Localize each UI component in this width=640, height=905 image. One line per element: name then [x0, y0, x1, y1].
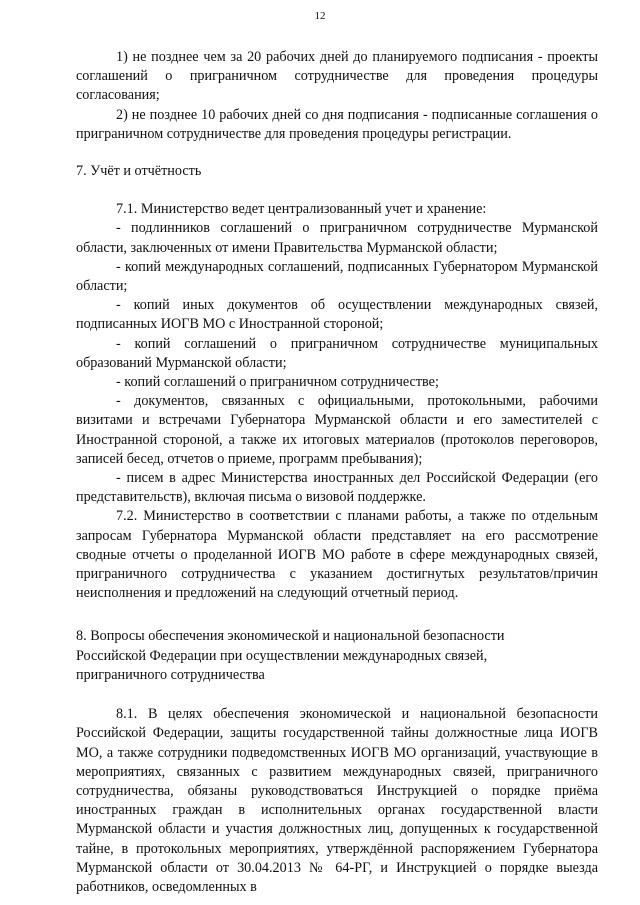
list-item-1: 1) не позднее чем за 20 рабочих дней до планируемого подписания - проекты соглашений о приграничном сотрудничестве для проведения процедуры согласования;	[76, 49, 598, 104]
page-number: 12	[314, 10, 326, 22]
section-7-heading: 7. Учёт и отчётность	[76, 163, 202, 180]
list-item-bullet-3: - копий иных документов об осуществлении международных связей, подписанных ИОГВ МО с Иностранной стороной;	[76, 297, 598, 333]
paragraph-7-2: 7.2. Министерство в соответствии с планами работы, а также по отдельным запросам Губернатора Мурманской области представляет на его рассмотрение сводные отчеты о проделанной ИОГВ МО работе в сфере международных связей, приграничного сотрудничества с указанием достигнутых результатов/причин неисполнения и предложений на следующий отчетный период.	[76, 508, 598, 602]
section-8-heading-line-3: приграничного сотрудничества	[76, 666, 265, 683]
section-8-heading-line-2: Российской Федерации при осуществлении международных связей,	[76, 647, 488, 664]
list-item-bullet-7: - писем в адрес Министерства иностранных дел Российской Федерации (его представительств), включая письма о визовой поддержке.	[76, 470, 598, 506]
list-item-2: 2) не позднее 10 рабочих дней со дня подписания - подписанные соглашения о приграничном сотрудничестве для проведения процедуры регистрации.	[76, 106, 598, 142]
paragraph-7-1-intro: 7.1. Министерство ведет централизованный учет и хранение:	[116, 201, 487, 218]
list-item-bullet-4: - копий соглашений о приграничном сотрудничестве муниципальных образований Мурманской области;	[76, 335, 598, 371]
list-item-bullet-1: - подлинников соглашений о приграничном сотрудничестве Мурманской области, заключенных от имени Правительства Мурманской области;	[76, 220, 598, 256]
list-item-bullet-5: - копий соглашений о приграничном сотрудничестве;	[116, 374, 439, 391]
list-item-bullet-6: - документов, связанных с официальными, протокольными, рабочими визитами и встречами Губернатора Мурманской области и его заместителей с Иностранной стороной, а также их итоговых материалов (протоколов переговоров, записей бесед, отчетов о приеме, программ пребывания);	[76, 393, 598, 467]
list-item-bullet-2: - копий международных соглашений, подписанных Губернатором Мурманской области;	[76, 258, 598, 295]
paragraph-8-1: 8.1. В целях обеспечения экономической и национальной безопасности Российской Федерации, защиты государственной тайны должностные лица ИОГВ МО, а также сотрудники подведомственных ИОГВ МО организаций, участвующие в мероприятиях, связанных с развитием международных связей, приграничного сотрудничества, обязаны руководствоваться Инструкцией о порядке приёма иностранных граждан в исполнительных органах государственной власти Мурманской области и участия должностных лиц, допущенных к государственной тайне, в протокольных мероприятиях, утверждённой распоряжением Губернатора Мурманской области от 30.04.2013 № 64-РГ, и Инструкцией о порядке выезда работников, осведомленных в	[76, 706, 598, 895]
document-body	[76, 48, 598, 897]
section-8-heading-line-1: 8. Вопросы обеспечения экономической и национальной безопасности	[76, 628, 505, 645]
